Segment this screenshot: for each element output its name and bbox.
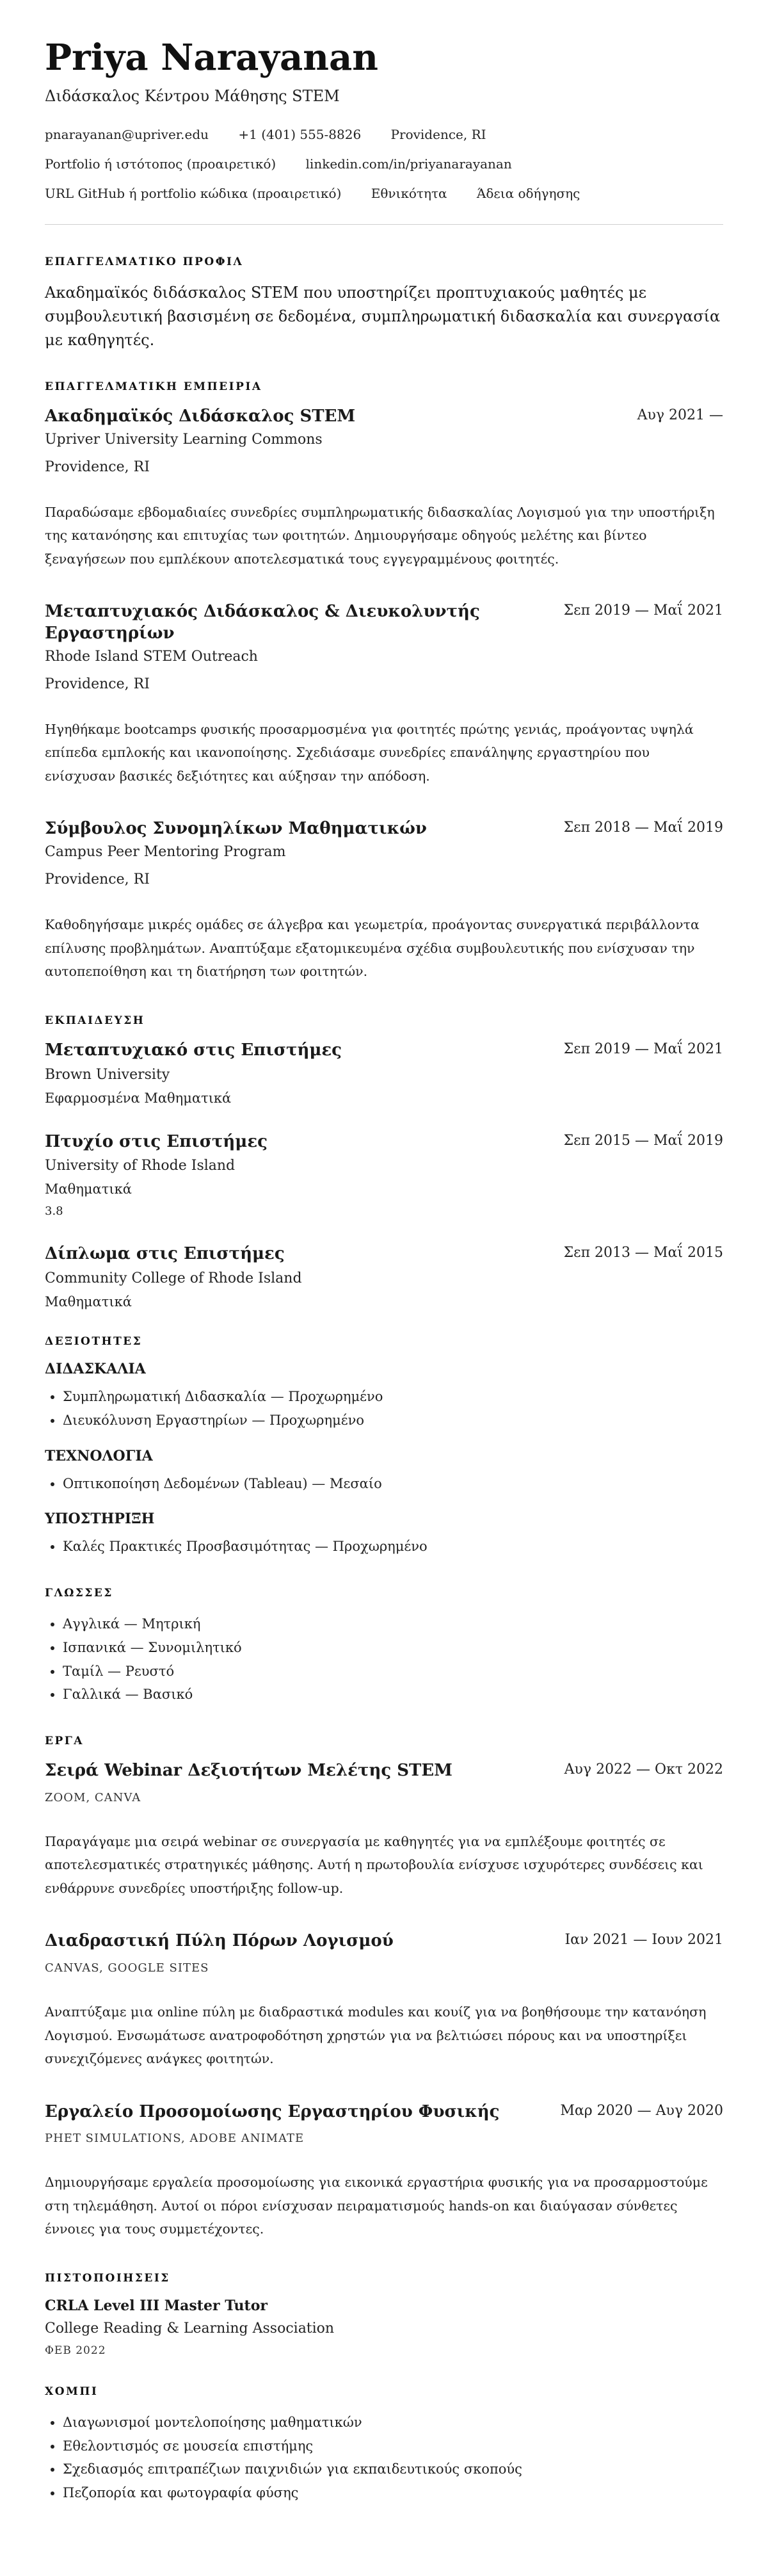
hobby-item: • Διαγωνισμοί μοντελοποίησης μαθηματικών (63, 2411, 723, 2434)
experience-org: Campus Peer Mentoring Program (45, 844, 286, 861)
project-date: Μαρ 2020 — Αυγ 2020 (560, 2102, 723, 2119)
experience-title: Μεταπτυχιακός Διδάσκαλος & Διευκολυντής Εργαστηρίων (45, 602, 480, 644)
experience-org: Upriver University Learning Commons (45, 431, 323, 448)
project-entry (45, 1760, 723, 1900)
header-divider (45, 224, 723, 225)
section-title-experience: ΕΠΑΓΓΕΛΜΑΤΙΚΗ ΕΜΠΕΙΡΙΑ (45, 380, 262, 394)
skill-item: • Οπτικοποίηση Δεδομένων (Tableau) — Μεσαίο (63, 1472, 723, 1496)
section-title-languages: ΓΛΩΣΣΕΣ (45, 1587, 113, 1600)
project-title: Σειρά Webinar Δεξιοτήτων Μελέτης STEM (45, 1761, 452, 1781)
project-title: Εργαλείο Προσομοίωσης Εργαστηρίου Φυσικής (45, 2102, 500, 2121)
project-date: Αυγ 2022 — Οκτ 2022 (564, 1762, 723, 1778)
project-description: Παραγάγαμε μια σειρά webinar σε συνεργασία με καθηγητές για να εμπλέξουμε φοιτητές σε αποτελεσματικές στρατηγικές μάθησης. Αυτή η πρωτοβουλία ενίσχυσε ισχυρότερες συνδέσεις και ενθάρρυνε συνεδρίες υποστήριξης follow-up. (45, 1833, 703, 1896)
project-description: Αναπτύξαμε μια online πύλη με διαδραστικά modules και κουίζ για να βοηθήσουμε την κατανόηση Λογισμού. Ενσωμάτωσε ανατροφοδότηση χρηστών για να βελτιώσει πόρους και να υποστηρίξει συνεχιζόμενες ανάγκες φοιτητών. (45, 2004, 707, 2067)
skill-item: • Διευκόλυνση Εργαστηρίων — Προχωρημένο (63, 1409, 723, 1432)
experience-description: Ηγηθήκαμε bootcamps φυσικής προσαρμοσμένα για φοιτητές πρώτης γενιάς, προάγοντας υψηλά επίπεδα εμπλοκής και ικανοποίησης. Σχεδιάσαμε συνεδρίες επανάληψης εργαστηρίου που ενίσχυσαν βασικές δεξιότητες και αύξησαν την απόδοση. (45, 722, 694, 784)
experience-date: Σεπ 2018 — Μαΐ 2019 (563, 820, 723, 836)
hobby-item: • Πεζοπορία και φωτογραφία φύσης (63, 2481, 723, 2505)
education-grade: 3.8 (45, 1204, 63, 1219)
education-degree: Μεταπτυχιακό στις Επιστήμες (45, 1040, 342, 1060)
profile-summary: Ακαδημαϊκός διδάσκαλος STEM που υποστηρίζει προπτυχιακούς μαθητές με συμβουλευτική βασισμένη σε δεδομένα, συμπληρωματική διδασκαλία και συνεργασία με καθηγητές. (45, 283, 721, 349)
certification-entry (45, 2297, 723, 2357)
experience-title: Σύμβουλος Συνομηλίκων Μαθηματικών (45, 819, 427, 839)
skill-list (45, 1472, 723, 1496)
skill-category: ΤΕΧΝΟΛΟΓΙΑ (45, 1447, 153, 1464)
education-school: University of Rhode Island (45, 1158, 236, 1174)
education-field: Μαθηματικά (45, 1294, 132, 1310)
project-tech: PHET SIMULATIONS, ADOBE ANIMATE (45, 2132, 305, 2146)
contact-row-primary (45, 127, 723, 142)
phone-link[interactable]: +1 (401) 555-8826 (238, 126, 362, 142)
language-item: • Ταμίλ — Ρευστό (63, 1660, 723, 1683)
location-text: Providence, RI (390, 126, 486, 142)
experience-date: Αυγ 2021 — (637, 407, 723, 424)
skill-item: • Καλές Πρακτικές Προσβασιμότητας — Προχωρημένο (63, 1535, 723, 1559)
section-title-profile: ΕΠΑΓΓΕΛΜΑΤΙΚΟ ΠΡΟΦΙΛ (45, 255, 244, 268)
project-title: Διαδραστική Πύλη Πόρων Λογισμού (45, 1931, 394, 1951)
contact-row-extra (45, 186, 723, 201)
skill-category: ΔΙΔΑΣΚΑΛΙΑ (45, 1361, 146, 1378)
project-entry (45, 2102, 723, 2241)
experience-entry (45, 406, 723, 571)
experience-entry (45, 601, 723, 788)
linkedin-link[interactable]: linkedin.com/in/priyanarayanan (305, 156, 512, 172)
section-title-skills: ΔΕΞΙΟΤΗΤΕΣ (45, 1335, 143, 1349)
nationality-text: Εθνικότητα (371, 185, 447, 201)
experience-description: Παραδώσαμε εβδομαδιαίες συνεδρίες συμπληρωματικής διδασκαλίας Λογισμού για την υποστήριξη της κατανόησης και επιτυχίας των φοιτητών. Δημιουργήσαμε οδηγούς μελέτης και βίντεο ξεναγήσεων που εμπλέκουν αποτελεσματικά τους εγγεγραμμένους φοιτητές. (45, 504, 715, 567)
portfolio-link[interactable]: Portfolio ή ιστότοπος (προαιρετικό) (45, 156, 276, 172)
skill-item: • Συμπληρωματική Διδασκαλία — Προχωρημένο (63, 1385, 723, 1409)
education-date: Σεπ 2013 — Μαΐ 2015 (563, 1245, 723, 1261)
experience-location: Providence, RI (45, 871, 150, 888)
email-link[interactable]: pnarayanan@upriver.edu (45, 126, 209, 142)
experience-location: Providence, RI (45, 676, 150, 692)
experience-org: Rhode Island STEM Outreach (45, 649, 258, 665)
experience-location: Providence, RI (45, 458, 150, 475)
education-entry (45, 1040, 723, 1106)
language-item: • Ισπανικά — Συνομιλητικό (63, 1636, 723, 1660)
project-date: Ιαν 2021 — Ιουν 2021 (564, 1932, 723, 1948)
certification-title: CRLA Level III Master Tutor (45, 2297, 268, 2314)
education-entry (45, 1131, 723, 1219)
project-description: Δημιουργήσαμε εργαλεία προσομοίωσης για εικονικά εργαστήρια φυσικής για να προσαρμοστούμε στη τηλεμάθηση. Αυτοί οι πόροι ενίσχυσαν πειραματισμούς hands-on και διαύγασαν σύνθετες έννοιες για τους συμμετέχοντες. (45, 2175, 708, 2237)
hobby-item: • Εθελοντισμός σε μουσεία επιστήμης (63, 2434, 723, 2458)
experience-description: Καθοδηγήσαμε μικρές ομάδες σε άλγεβρα και γεωμετρία, προάγοντας συνεργατικά περιβάλλοντα επίλυσης προβλημάτων. Αναπτύξαμε εξατομικευμένα σχέδια συμβουλευτικής που ενίσχυσαν την αυτοπεποίθηση και τη διατήρηση των φοιτητών. (45, 917, 700, 980)
education-entry (45, 1243, 723, 1309)
hobby-list (45, 2411, 723, 2505)
education-school: Community College of Rhode Island (45, 1270, 302, 1287)
certification-org: College Reading & Learning Association (45, 2320, 335, 2337)
certification-date: ΦΕΒ 2022 (45, 2344, 106, 2357)
section-title-hobbies: ΧΟΜΠΙ (45, 2385, 99, 2398)
hobby-item: • Σχεδιασμός επιτραπέζιων παιχνιδιών για εκπαιδευτικούς σκοπούς (63, 2458, 723, 2481)
skill-category: ΥΠΟΣΤΗΡΙΞΗ (45, 1511, 155, 1528)
section-title-projects: ΕΡΓΑ (45, 1735, 84, 1748)
language-item: • Αγγλικά — Μητρική (63, 1612, 723, 1636)
education-date: Σεπ 2015 — Μαΐ 2019 (563, 1132, 723, 1149)
language-item: • Γαλλικά — Βασικό (63, 1683, 723, 1706)
education-field: Εφαρμοσμένα Μαθηματικά (45, 1090, 232, 1106)
project-tech: ZOOM, CANVA (45, 1790, 141, 1804)
skill-list (45, 1385, 723, 1432)
education-school: Brown University (45, 1066, 170, 1083)
job-title: Διδάσκαλος Κέντρου Μάθησης STEM (45, 86, 340, 105)
experience-entry (45, 818, 723, 983)
github-link[interactable]: URL GitHub ή portfolio κώδικα (προαιρετικό) (45, 185, 342, 201)
contact-row-links (45, 156, 723, 172)
section-title-certifications: ΠΙΣΤΟΠΟΙΗΣΕΙΣ (45, 2271, 170, 2285)
project-entry (45, 1931, 723, 2070)
license-text: Άδεια οδήγησης (476, 185, 580, 201)
experience-date: Σεπ 2019 — Μαΐ 2021 (563, 603, 723, 619)
section-title-education: ΕΚΠΑΙΔΕΥΣΗ (45, 1014, 145, 1027)
education-field: Μαθηματικά (45, 1181, 132, 1197)
education-degree: Πτυχίο στις Επιστήμες (45, 1131, 268, 1151)
language-list (45, 1612, 723, 1706)
experience-title: Ακαδημαϊκός Διδάσκαλος STEM (45, 407, 356, 426)
education-date: Σεπ 2019 — Μαΐ 2021 (563, 1041, 723, 1057)
candidate-name: Priya Narayanan (45, 36, 379, 79)
skill-list (45, 1535, 723, 1559)
education-degree: Δίπλωμα στις Επιστήμες (45, 1244, 285, 1264)
project-tech: CANVAS, GOOGLE SITES (45, 1961, 209, 1975)
